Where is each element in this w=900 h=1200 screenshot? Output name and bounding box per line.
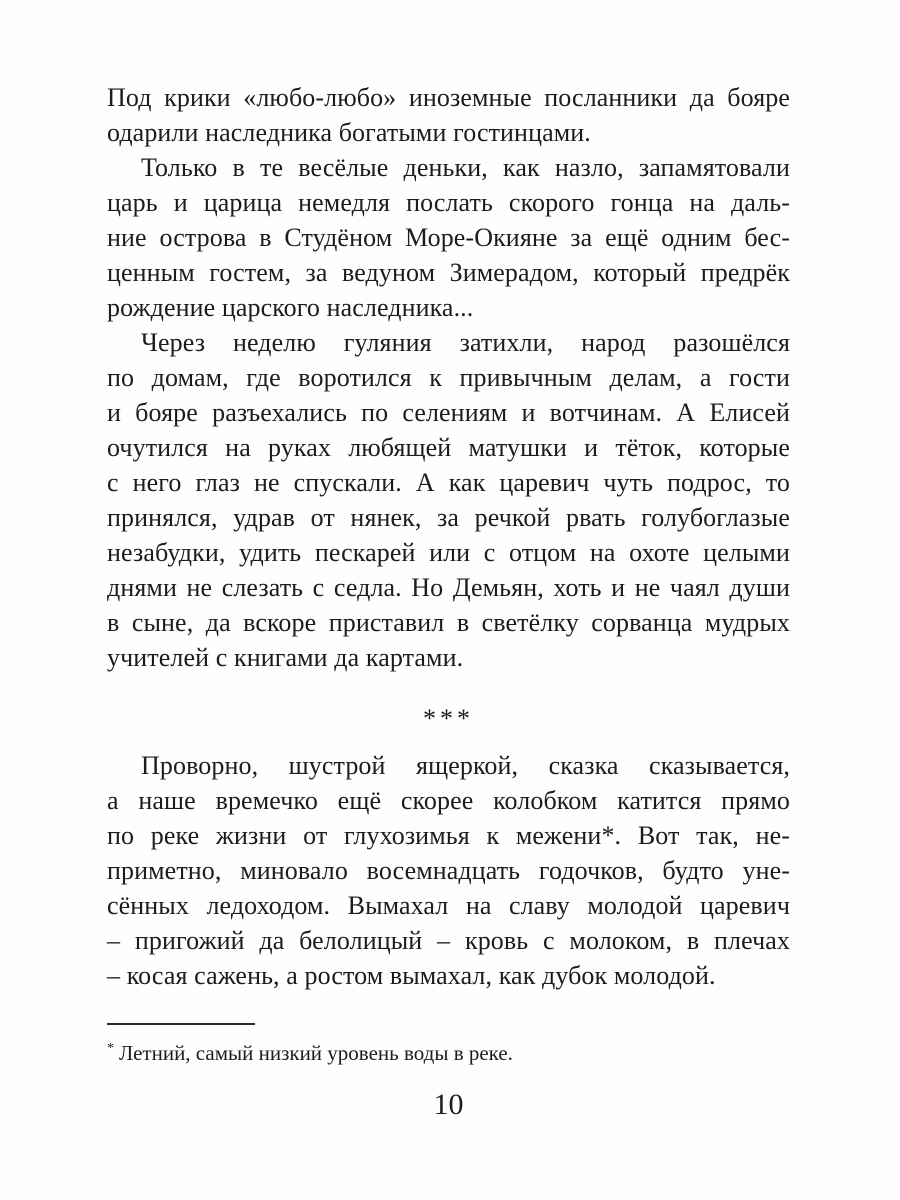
text-line: царь и царица немедля послать скорого гонца на даль- <box>107 188 790 217</box>
text-line: а наше времечко ещё скорее колобком катится прямо <box>107 786 790 815</box>
page-number: 10 <box>433 1088 464 1121</box>
text-line: сённых ледоходом. Вымахал на славу молодой царевич <box>107 891 790 920</box>
paragraph <box>107 150 790 325</box>
text-line: приметно, миновало восемнадцать годочков, будто уне- <box>107 856 790 885</box>
text-line: Под крики «любо-любо» иноземные посланники да бояре <box>107 83 790 112</box>
text-line: днями не слезать с седла. Но Демьян, хоть и не чаял души <box>107 573 790 602</box>
text-line: рождение царского наследника... <box>107 293 474 322</box>
footnote <box>107 1035 790 1067</box>
text-line: ценным гостем, за ведуном Зимерадом, который предрёк <box>107 258 790 287</box>
paragraph <box>107 80 790 150</box>
text-line: Только в те весёлые деньки, как назло, запамятовали <box>141 153 790 182</box>
paragraph <box>107 748 790 993</box>
footnote-block <box>107 1023 790 1067</box>
text-line: Через неделю гуляния затихли, народ разошёлся <box>141 328 790 357</box>
footnote-separator <box>107 1023 255 1025</box>
section-divider: *** <box>423 704 474 733</box>
text-line: учителей с книгами да картами. <box>107 643 464 672</box>
text-line: по реке жизни от глухозимья к межени*. Вот так, не- <box>107 821 790 850</box>
footnote-text: Летний, самый низкий уровень воды в реке. <box>119 1041 513 1065</box>
footnote-marker: * <box>107 1041 114 1056</box>
text-line: в сыне, да вскоре приставил в светёлку сорванца мудрых <box>107 608 790 637</box>
paragraph <box>107 325 790 675</box>
text-line: очутился на руках любящей матушки и тёток, которые <box>107 433 790 462</box>
text-line: по домам, где воротился к привычным делам, а гости <box>107 363 790 392</box>
text-line: одарили наследника богатыми гостинцами. <box>107 118 591 147</box>
text-line: незабудки, удить пескарей или с отцом на охоте целыми <box>107 538 790 567</box>
text-line: и бояре разъехались по селениям и вотчинам. А Елисей <box>107 398 790 427</box>
text-line: – пригожий да белолицый – кровь с молоком, в плечах <box>107 926 790 955</box>
main-text <box>107 80 790 993</box>
text-line: ние острова в Студёном Море-Окияне за ещё одним бес- <box>107 223 790 252</box>
text-line: принялся, удрав от нянек, за речкой рвать голубоглазые <box>107 503 790 532</box>
text-line: Проворно, шустрой ящеркой, сказка сказывается, <box>141 751 790 780</box>
text-line: – косая сажень, а ростом вымахал, как дубок молодой. <box>107 961 716 990</box>
text-line: с него глаз не спускали. А как царевич чуть подрос, то <box>107 468 790 497</box>
